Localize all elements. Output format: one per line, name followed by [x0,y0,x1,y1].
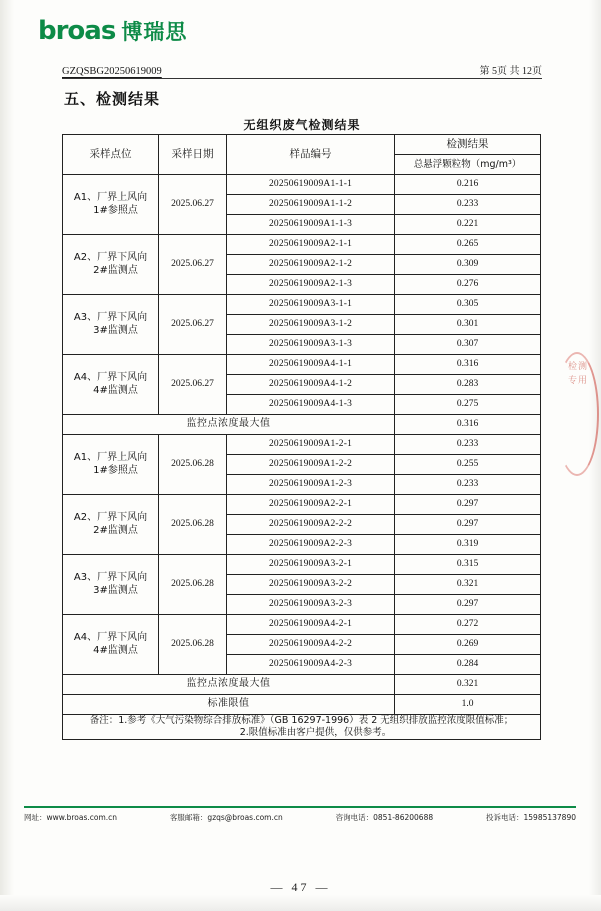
cell-value: 0.283 [395,375,541,395]
scan-edge-bottom [0,895,601,911]
cell-value: 0.275 [395,395,541,415]
cell-value: 0.321 [395,575,541,595]
cell-point [63,355,159,415]
note-line-1: 备注：1.参考《大气污染物综合排放标准》（GB 16297-1996）表 2 无组织排放监控浓度限值标准； [89,715,514,726]
header-sample-no: 样品编号 [227,135,395,175]
notes-row [63,715,541,740]
standard-limit-label: 标准限值 [63,695,395,715]
point-line-1: A1、厂界上风向 [73,192,148,203]
cell-value: 0.309 [395,255,541,275]
cell-value: 0.265 [395,235,541,255]
logo-wordmark: broas [38,16,116,46]
cell-sample: 20250619009A1-1-3 [227,215,395,235]
cell-value: 0.221 [395,215,541,235]
results-table-wrapper [62,134,540,740]
footer-phone: 咨询电话：0851-86200688 [335,813,434,822]
point-line-1: A2、厂界下风向 [73,252,148,263]
section-heading: 五、检测结果 [64,90,161,108]
cell-sample: 20250619009A3-2-3 [227,595,395,615]
cell-sample: 20250619009A3-2-2 [227,575,395,595]
cell-sample: 20250619009A2-2-2 [227,515,395,535]
point-line-2: 3#监测点 [93,584,138,596]
cell-value: 0.316 [395,355,541,375]
cell-sample: 20250619009A3-1-1 [227,295,395,315]
results-table [62,134,541,740]
cell-sample: 20250619009A3-1-2 [227,315,395,335]
point-line-2: 1#参照点 [93,204,138,216]
cell-sample: 20250619009A4-1-1 [227,355,395,375]
cell-value: 0.272 [395,615,541,635]
cell-point [63,235,159,295]
standard-limit-row [63,695,541,715]
cell-date: 2025.06.27 [159,235,227,295]
cell-date: 2025.06.28 [159,495,227,555]
cell-date: 2025.06.27 [159,295,227,355]
point-line-1: A2、厂界下风向 [73,512,148,523]
results-table-body [63,175,541,740]
cell-sample: 20250619009A1-2-1 [227,435,395,455]
cell-value: 0.305 [395,295,541,315]
cell-point [63,295,159,355]
cell-value: 0.297 [395,495,541,515]
cell-point [63,615,159,675]
cell-value: 0.315 [395,555,541,575]
page-indicator: 第 5页 共 12页 [479,66,542,77]
cell-value: 0.301 [395,315,541,335]
footer-email: 客服邮箱：gzqs@broas.com.cn [169,813,283,822]
max-concentration-value: 0.316 [395,415,541,435]
standard-limit-value: 1.0 [395,695,541,715]
point-line-2: 2#监测点 [93,524,138,536]
page-number: — 47 — [270,880,331,894]
cell-date: 2025.06.27 [159,175,227,235]
cell-date: 2025.06.27 [159,355,227,415]
cell-value: 0.216 [395,175,541,195]
point-line-1: A3、厂界下风向 [73,572,148,583]
table-row [63,435,541,455]
cell-sample: 20250619009A4-2-3 [227,655,395,675]
point-line-2: 1#参照点 [93,464,138,476]
cell-sample: 20250619009A2-1-3 [227,275,395,295]
table-row [63,615,541,635]
notes-cell [63,715,541,740]
table-row [63,295,541,315]
point-line-2: 2#监测点 [93,264,138,276]
point-line-1: A4、厂界下风向 [73,632,148,643]
header-result: 检测结果 [395,135,541,155]
cell-sample: 20250619009A1-2-3 [227,475,395,495]
max-concentration-label: 监控点浓度最大值 [63,415,395,435]
max-concentration-row [63,675,541,695]
table-row [63,355,541,375]
cell-value: 0.297 [395,595,541,615]
cell-sample: 20250619009A1-2-2 [227,455,395,475]
cell-date: 2025.06.28 [159,615,227,675]
cell-point [63,555,159,615]
header-sampling-point: 采样点位 [63,135,159,175]
footer-contact-row [24,812,576,823]
cell-value: 0.297 [395,515,541,535]
cell-sample: 20250619009A1-1-2 [227,195,395,215]
table-row [63,555,541,575]
logo-chinese-name: 博瑞思 [121,20,188,44]
cell-value: 0.233 [395,435,541,455]
cell-sample: 20250619009A4-2-2 [227,635,395,655]
max-concentration-row [63,415,541,435]
table-row [63,495,541,515]
point-line-2: 4#监测点 [93,384,138,396]
cell-date: 2025.06.28 [159,555,227,615]
point-line-1: A3、厂界下风向 [73,312,148,323]
cell-sample: 20250619009A2-1-2 [227,255,395,275]
point-line-1: A1、厂界上风向 [73,452,148,463]
footer-complaint-phone: 投诉电话：15985137890 [486,813,576,822]
point-line-2: 3#监测点 [93,324,138,336]
scan-edge-left [0,0,14,911]
point-line-1: A4、厂界下风向 [73,372,148,383]
cell-value: 0.319 [395,535,541,555]
cell-sample: 20250619009A2-2-1 [227,495,395,515]
cell-value: 0.233 [395,195,541,215]
document-header-row [62,62,542,79]
cell-sample: 20250619009A4-2-1 [227,615,395,635]
note-line-2: 2.限值标准由客户提供，仅供参考。 [239,726,392,738]
cell-value: 0.307 [395,335,541,355]
table-caption: 无组织废气检测结果 [243,118,361,132]
cell-sample: 20250619009A2-1-1 [227,235,395,255]
header-divider [62,78,542,79]
cell-value: 0.284 [395,655,541,675]
cell-sample: 20250619009A3-2-1 [227,555,395,575]
table-header-row [63,135,541,155]
max-concentration-value: 0.321 [395,675,541,695]
header-sampling-date: 采样日期 [159,135,227,175]
cell-value: 0.276 [395,275,541,295]
red-seal-text: 检测专用 [567,362,588,387]
point-line-2: 4#监测点 [93,644,138,656]
cell-sample: 20250619009A1-1-1 [227,175,395,195]
company-logo [38,16,187,46]
cell-sample: 20250619009A4-1-2 [227,375,395,395]
cell-sample: 20250619009A3-1-3 [227,335,395,355]
report-number: GZQSBG20250619009 [62,66,162,77]
cell-sample: 20250619009A4-1-3 [227,395,395,415]
header-result-parameter: 总悬浮颗粒物（mg/m³） [395,155,541,175]
cell-point [63,495,159,555]
cell-value: 0.269 [395,635,541,655]
footer-website: 网址：www.broas.com.cn [24,813,118,822]
cell-point [63,435,159,495]
cell-point [63,175,159,235]
table-row [63,235,541,255]
max-concentration-label: 监控点浓度最大值 [63,675,395,695]
footer-divider [24,806,576,808]
cell-date: 2025.06.28 [159,435,227,495]
cell-sample: 20250619009A2-2-3 [227,535,395,555]
table-row [63,175,541,195]
cell-value: 0.233 [395,475,541,495]
cell-value: 0.255 [395,455,541,475]
